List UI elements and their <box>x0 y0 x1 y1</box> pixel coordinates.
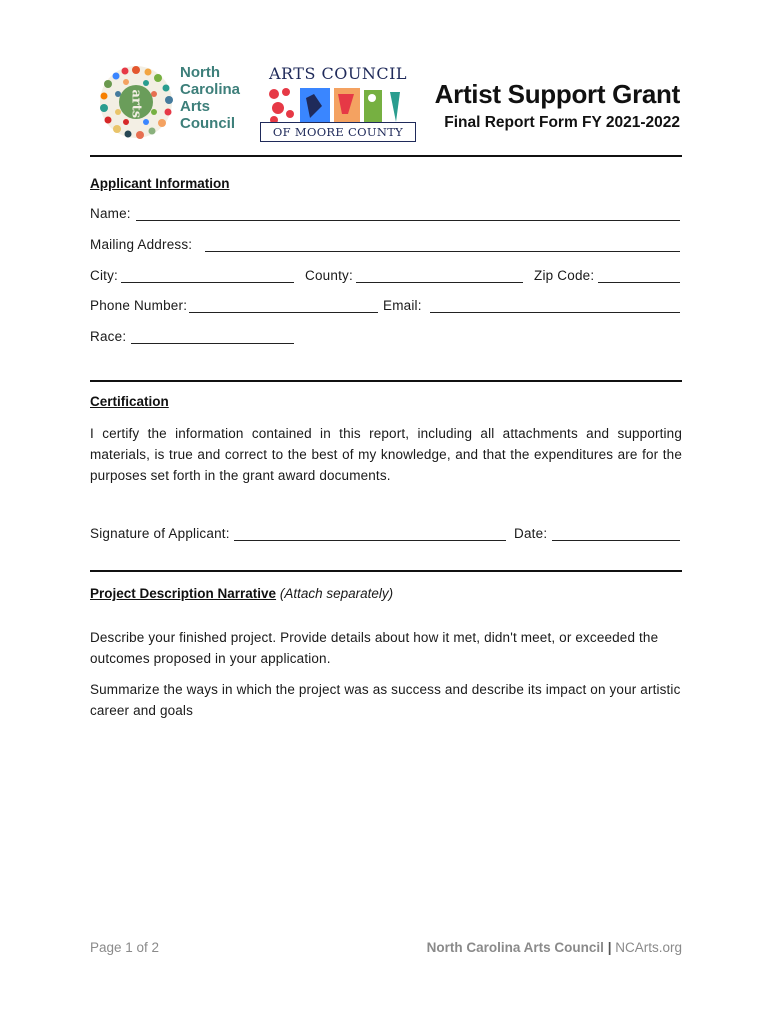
acmc-bottom-box <box>260 122 416 142</box>
narrative-heading: Project Description Narrative <box>90 586 277 601</box>
footer-site: NCArts.org <box>615 940 682 955</box>
ncac-word-4: Council <box>180 115 235 132</box>
narrative-heading-row <box>90 586 393 601</box>
certification-divider <box>90 570 682 572</box>
page-subtitle: Final Report Form FY 2021-2022 <box>444 114 680 131</box>
phone-number-field[interactable] <box>189 297 378 313</box>
city-label: City: <box>90 268 118 283</box>
certification-heading: Certification <box>90 394 169 409</box>
city-field[interactable] <box>121 267 294 283</box>
narrative-paragraph-1: Describe your finished project. Provide details about how it met, didn't meet, or exceeded the outcomes proposed in your application. <box>90 630 659 666</box>
county-field[interactable] <box>356 267 523 283</box>
certification-text: I certify the information contained in this report, including all attachments and supporting materials, is true and correct to the best of my knowledge, and that the expenditures are for the purposes set forth in the grant award documents. <box>90 426 682 483</box>
race-label: Race: <box>90 329 127 344</box>
ncac-word-2: Carolina <box>180 81 241 98</box>
date-field[interactable] <box>552 525 680 541</box>
county-label: County: <box>305 268 353 283</box>
page-title: Artist Support Grant <box>434 79 680 109</box>
email-label: Email: <box>383 298 422 313</box>
acmc-top-text: ARTS COUNCIL <box>268 64 408 83</box>
zip-code-label: Zip Code: <box>534 268 595 283</box>
applicant-heading: Applicant Information <box>90 176 230 191</box>
header-divider <box>90 155 682 157</box>
email-field[interactable] <box>430 297 680 313</box>
narrative-heading-note: (Attach separately) <box>279 586 394 601</box>
footer-page-number: Page 1 of 2 <box>90 940 160 955</box>
phone-number-label: Phone Number: <box>90 298 188 313</box>
zip-code-field[interactable] <box>598 267 680 283</box>
name-label: Name: <box>90 206 131 221</box>
ncac-logo <box>96 62 241 140</box>
footer-separator: | <box>607 940 612 955</box>
name-field[interactable] <box>136 205 680 221</box>
mailing-address-label: Mailing Address: <box>90 237 193 252</box>
ncac-wordmark <box>180 64 240 132</box>
narrative-paragraph-2: Summarize the ways in which the project was as success and describe its impact on your artistic career and goals <box>90 682 681 718</box>
mailing-address-field[interactable] <box>205 236 680 252</box>
applicant-divider <box>90 380 682 382</box>
acmc-bottom-text: OF MOORE COUNTY <box>272 125 404 139</box>
acmc-logo <box>260 64 416 142</box>
ncac-emblem-text: arts <box>128 89 144 119</box>
footer-org <box>427 940 682 955</box>
signature-field[interactable] <box>234 525 506 541</box>
race-field[interactable] <box>131 328 294 344</box>
ncac-word-1: North <box>180 64 220 81</box>
signature-label: Signature of Applicant: <box>90 526 230 541</box>
ncac-word-3: Arts <box>180 98 211 115</box>
date-label: Date: <box>514 526 548 541</box>
footer-org-name: North Carolina Arts Council <box>426 940 604 955</box>
